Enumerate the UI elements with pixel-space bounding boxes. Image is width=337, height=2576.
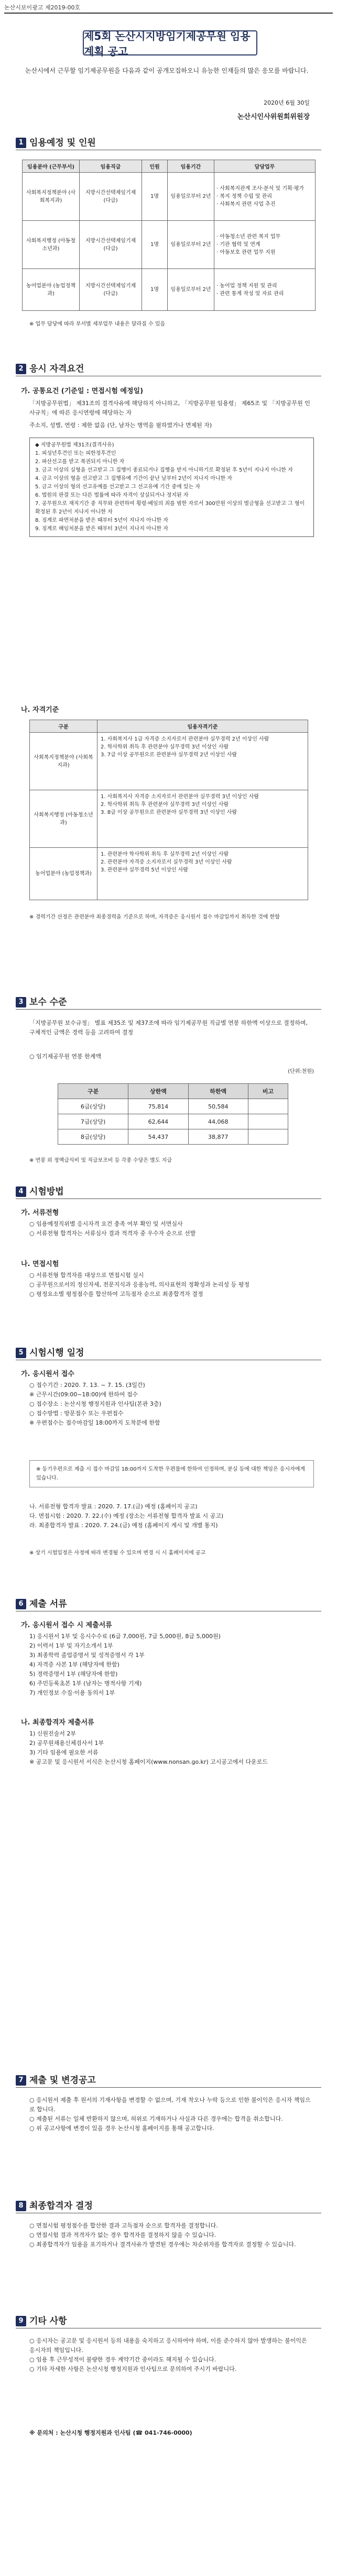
section-5-heading — [16, 1345, 84, 1358]
section-8-heading — [16, 2198, 93, 2211]
grade-cell: 6급(상당) — [58, 1099, 128, 1114]
grade-cell: 지방시간선택제임기제(다급) — [80, 221, 142, 269]
table-header: 하한액 — [188, 1084, 248, 1099]
count-cell: 1명 — [142, 269, 168, 311]
table-header: 구분 — [58, 1084, 128, 1099]
period-cell: 임용일로부터 2년 — [168, 173, 214, 221]
schedule-text: 나. 서류전형 합격자 발표 : 2020. 7. 17.(금) 예정 (홈페이지 공고) 다. 면접시험 : 2020. 7. 22.(수) 예정 (장소는 서류전형 합격자 발표 시 공고) 라. 최종합격자 발표 : 2020. 7. 24.(금) 예정 (홈페이지 게시 및 개별 통지) — [29, 1503, 224, 1529]
requirement-cell: 1. 관련분야 학사학위 취득 후 실무경력 2년 이상인 사람 2. 관련분야 자격증 소지자로서 실무경력 3년 이상인 사람 3. 관련분야 실무경력 5년 이상인 사람 — [97, 848, 308, 900]
salary-table — [58, 1083, 288, 1145]
lower-cell: 50,584 — [188, 1099, 248, 1114]
page-title: 제5회 논산시지방임기제공무원 임용계획 공고 — [83, 30, 257, 55]
subsection-heading: 가. 공통요건 (기준일 : 면접시험 예정일) — [21, 387, 144, 395]
upper-cell: 62,644 — [128, 1114, 188, 1129]
category-cell: 농어업분야 (농업정책과) — [30, 848, 97, 900]
table-header: 임용기간 — [168, 160, 214, 173]
note-cell — [248, 1129, 288, 1145]
section-title: 시험방법 — [29, 1186, 64, 1197]
subsection-heading: 나. 자격기준 — [21, 706, 59, 714]
section-title: 시험시행 일정 — [29, 1348, 84, 1358]
subsection-heading: 가. 서류전형 — [21, 1209, 59, 1217]
duty-cell: · 농어업 정책 지원 및 관리 · 관련 통계 작성 및 자료 관리 — [214, 269, 316, 311]
table-row — [58, 1099, 288, 1114]
lower-cell: 38,877 — [188, 1129, 248, 1145]
section-number: 2 — [16, 364, 26, 374]
screening-text: ○ 임용예정직위별 응시자격 요건 충족 여부 확인 및 서면심사 ○ 서류전형 합격자는 서류심사 결과 적격자 중 우수자 순으로 선발 — [29, 1220, 196, 1237]
subsection-heading: 가. 응시원서 접수 시 제출서류 — [21, 1621, 112, 1629]
table-header: 인원 — [142, 160, 168, 173]
submission-notes: ○ 응시원서 제출 후 원서의 기재사항을 변경할 수 없으며, 기재 착오나 누락 등으로 인한 불이익은 응시자 책임으로 합니다. ○ 제출된 서류는 일체 반환하지 않으며, 허위로 기재하거나 사실과 다른 경우에는 합격을 취소합니다. ○ 위 공고사항에 변경이 있을 경우 논산시청 홈페이지를 통해 공고합니다. — [29, 2097, 311, 2132]
salary-footnote: ※ 연봉 외 정액급식비 및 직급보조비 등 각종 수당은 별도 지급 — [29, 1158, 172, 1163]
section-title: 응시 자격요건 — [29, 364, 84, 374]
note-cell — [248, 1099, 288, 1114]
section-number: 1 — [16, 138, 26, 148]
table-row — [23, 173, 316, 221]
mail-notice-box: ※ 등기우편으로 제출 시 접수 마감일 18:00까지 도착한 우편물에 한하여 인정하며, 분실 등에 대한 책임은 응시자에게 있습니다. — [29, 1460, 314, 1487]
announcement-date: 2020년 6월 30일 — [264, 99, 310, 106]
section-title: 제출 서류 — [29, 1599, 67, 1609]
table-row — [23, 221, 316, 269]
table-row — [58, 1114, 288, 1129]
schedule-note: ※ 상기 시험일정은 사정에 따라 변경될 수 있으며 변경 시 시 홈페이지에 공고 — [29, 1550, 206, 1556]
table-row — [58, 1129, 288, 1145]
grade-cell: 7급(상당) — [58, 1114, 128, 1129]
final-documents-list: 1) 신원진술서 2부 2) 공무원채용신체검사서 1부 3) 기타 임용에 필요한 서류 ※ 공고문 및 응시원서 서식은 논산시청 홈페이지(www.nonsan.go.kr) 고시공고에서 다운로드 — [29, 1730, 268, 1765]
period-cell: 임용일로부터 2년 — [168, 269, 214, 311]
table-header: 임용자격기준 — [97, 720, 308, 733]
table-header: 임용분야 (근무부서) — [23, 160, 80, 173]
requirement-text: 주소지, 성별, 연령 : 제한 없음 (단, 남자는 병역을 필하였거나 면제된 자) — [29, 422, 212, 429]
gazette-number: 논산시보이광고 제2019-00호 — [4, 4, 81, 11]
upper-cell: 75,814 — [128, 1099, 188, 1114]
subsection-heading: 가. 응시원서 접수 — [21, 1370, 74, 1378]
table-header: 구분 — [30, 720, 97, 733]
section-7-heading — [16, 2073, 96, 2086]
section-4-heading — [16, 1184, 64, 1197]
application-text: ○ 접수기간 : 2020. 7. 13. ~ 7. 15. (3일간) ※ 근무시간(09:00~18:00)에 한하여 접수 ○ 접수장소 : 논산시청 행정지원과 인사팀(본관 3층) ○ 접수방법 : 방문접수 또는 우편접수 ※ 우편접수는 접수마감일 18:00까지 도착분에 한함 — [29, 1382, 161, 1426]
qualification-table — [29, 720, 308, 900]
duty-cell: · 사회복지관계 조사·분석 및 기획·평가 · 복지 정책 수립 및 관리 · 사회복지 관련 사업 추진 — [214, 173, 316, 221]
section-number: 4 — [16, 1186, 26, 1197]
table-row — [23, 269, 316, 311]
section-title: 임용예정 및 인원 — [29, 138, 96, 148]
interview-text: ○ 서류전형 합격자를 대상으로 면접시험 실시 ○ 공무원으로서의 정신자세, 전문지식과 응용능력, 의사표현의 정확성과 논리성 등 평정 ○ 평정요소별 평정점수를 합산하여 고득점자 순으로 최종합격자 결정 — [29, 1272, 249, 1297]
lower-cell: 44,068 — [188, 1114, 248, 1129]
requirement-text: 「지방공무원법」 제31조의 결격사유에 해당하지 아니하고, 「지방공무원 임용령」 제65조 및 「지방공무원 인사규칙」에 따른 응시연령에 해당하는 자 — [29, 400, 310, 416]
requirement-cell: 1. 사회복지사 자격증 소지자로서 관련분야 실무경력 3년 이상인 사람 2. 학사학위 취득 후 관련분야 실무경력 3년 이상인 사람 3. 8급 이상 공무원으로 관련분야 실무경력 3년 이상인 사람 — [97, 790, 308, 848]
salary-subheading: ○ 임기제공무원 연봉 한계액 — [29, 1053, 101, 1060]
category-cell: 사회복지정책분야 (사회복지과) — [30, 733, 97, 790]
subsection-heading: 나. 최종합격자 제출서류 — [21, 1719, 94, 1727]
positions-footnote: ※ 업무 담당에 따라 부서별 세부업무 내용은 달라질 수 있음 — [29, 321, 166, 327]
dept-cell: 사회복지행정 (아동청소년과) — [23, 221, 80, 269]
count-cell: 1명 — [142, 221, 168, 269]
period-cell: 임용일로부터 2년 — [168, 221, 214, 269]
dept-cell: 농어업분야 (농업정책과) — [23, 269, 80, 311]
upper-cell: 54,437 — [128, 1129, 188, 1145]
grade-cell: 지방시간선택제임기제(다급) — [80, 173, 142, 221]
section-9-heading — [16, 2313, 67, 2326]
other-notes: ○ 응시자는 공고문 및 응시원서 등의 내용을 숙지하고 응시하여야 하며, 이를 준수하지 않아 발생하는 불이익은 응시자의 책임입니다. ○ 임용 후 근무성적이 불량한 경우 계약기간 중이라도 해지될 수 있습니다. ○ 기타 자세한 사항은 논산시청 행정지원과 인사팀으로 문의하여 주시기 바랍니다. — [29, 2337, 307, 2372]
table-header: 임용직급 — [80, 160, 142, 173]
note-cell — [248, 1114, 288, 1129]
section-number: 3 — [16, 997, 26, 1007]
section-number: 5 — [16, 1348, 26, 1358]
section-title: 제출 및 변경공고 — [29, 2075, 96, 2086]
salary-text: 「지방공무원 보수규정」 별표 제35조 및 제37조에 따라 임기제공무원 직급별 연봉 하한액 이상으로 결정하며, 구체적인 금액은 경력 등을 고려하여 결정 — [29, 1020, 308, 1036]
section-3-heading — [16, 994, 67, 1007]
header-divider — [4, 13, 333, 14]
issuing-organization: 논산시인사위원회위원장 — [237, 113, 310, 121]
count-cell: 1명 — [142, 173, 168, 221]
subsection-heading: 나. 면접시험 — [21, 1260, 59, 1268]
table-row — [30, 790, 308, 848]
section-6-heading — [16, 1596, 67, 1609]
table-header: 담당업무 — [214, 160, 316, 173]
section-divider — [16, 1009, 321, 1010]
dept-cell: 사회복지정책분야 (사회복지과) — [23, 173, 80, 221]
requirement-cell: 1. 사회복지사 1급 자격증 소지자로서 관련분야 실무경력 2년 이상인 사람 2. 학사학위 취득 후 관련분야 실무경력 3년 이상인 사람 3. 7급 이상 공무원으로 관련분야 실무경력 2년 이상인 사람 — [97, 733, 308, 790]
section-title: 보수 수준 — [29, 997, 67, 1007]
section-number: 9 — [16, 2316, 26, 2326]
table-row — [30, 733, 308, 790]
grade-cell: 지방시간선택제임기제(다급) — [80, 269, 142, 311]
category-cell: 사회복지행정 (아동청소년과) — [30, 790, 97, 848]
section-2-heading — [16, 361, 84, 374]
section-number: 8 — [16, 2201, 26, 2211]
section-title: 최종합격자 결정 — [29, 2201, 93, 2211]
contact-info: ※ 문의처 : 논산시청 행정지원과 인사팀 (☎ 041-746-0000) — [29, 2429, 192, 2436]
section-number: 7 — [16, 2075, 26, 2086]
table-row — [30, 848, 308, 900]
section-divider — [16, 2087, 321, 2088]
grade-cell: 8급(상당) — [58, 1129, 128, 1145]
final-decision-text: ○ 면접시험 평정점수를 합산한 결과 고득점자 순으로 합격자를 결정합니다. ○ 면접시험 결과 적격자가 없는 경우 합격자를 결정하지 않을 수 있습니다. ○ 최종합격자가 임용을 포기하거나 결격사유가 발견된 경우에는 차순위자를 합격자로 결정할 수 있습니다. — [29, 2222, 296, 2248]
documents-list: 1) 응시원서 1부 및 응시수수료 (6급 7,000원, 7급 5,000원, 8급 5,000원) 2) 이력서 1부 및 자기소개서 1부 3) 최종학력 졸업증명서 및 성적증명서 각 1부 4) 자격증 사본 1부 (해당자에 한함) 5) 경력증명서 1부 (해당자에 한함) 6) 주민등록초본 1부 (남자는 병적사항 기재) 7) 개인정보 수집·이용 동의서 1부 — [29, 1633, 221, 1696]
table-header: 상한액 — [128, 1084, 188, 1099]
positions-table — [22, 160, 316, 311]
section-title: 기타 사항 — [29, 2316, 67, 2326]
section-number: 6 — [16, 1599, 26, 1609]
duty-cell: · 아동청소년 관련 복지 업무 · 기관 협력 및 연계 · 아동보호 관련 업무 지원 — [214, 221, 316, 269]
salary-unit: (단위:천원) — [288, 1069, 314, 1074]
intro-text: 논산시에서 근무할 임기제공무원을 다음과 같이 공개모집하오니 유능한 인재들의 많은 응모를 바랍니다. — [25, 67, 309, 74]
table-header: 비고 — [248, 1084, 288, 1099]
qualification-note: ※ 경력기간 산정은 관련분야 최종경력을 기준으로 하며, 자격증은 응시원서 접수 마감일까지 취득한 것에 한함 — [29, 914, 280, 920]
disqualification-box: ◆ 지방공무원법 제31조(결격사유) 1. 피성년후견인 또는 피한정후견인 2. 파산선고를 받고 복권되지 아니한 자 3. 금고 이상의 실형을 선고받고 그 집행이 종료되거나 집행을 받지 아니하기로 확정된 후 5년이 지나지 아니한 자 4. 금고 이상의 형을 선고받고 그 집행유예 기간이 끝난 날부터 2년이 지나지 아니한 자 5. 금고 이상의 형의 선고유예를 선고받고 그 선고유예 기간 중에 있는 자 6. 법원의 판결 또는 다른 법률에 따라 자격이 상실되거나 정지된 자 7. 공무원으로 재직기간 중 직무와 관련하여 횡령·배임의 죄를 범한 자로서 300만원 이상의 벌금형을 선고받고 그 형이 확정된 후 2년이 지나지 아니한 자 8. 징계로 파면처분을 받은 때부터 5년이 지나지 아니한 자 9. 징계로 해임처분을 받은 때부터 3년이 지나지 아니한 자 — [29, 438, 314, 537]
section-1-heading — [16, 135, 96, 148]
